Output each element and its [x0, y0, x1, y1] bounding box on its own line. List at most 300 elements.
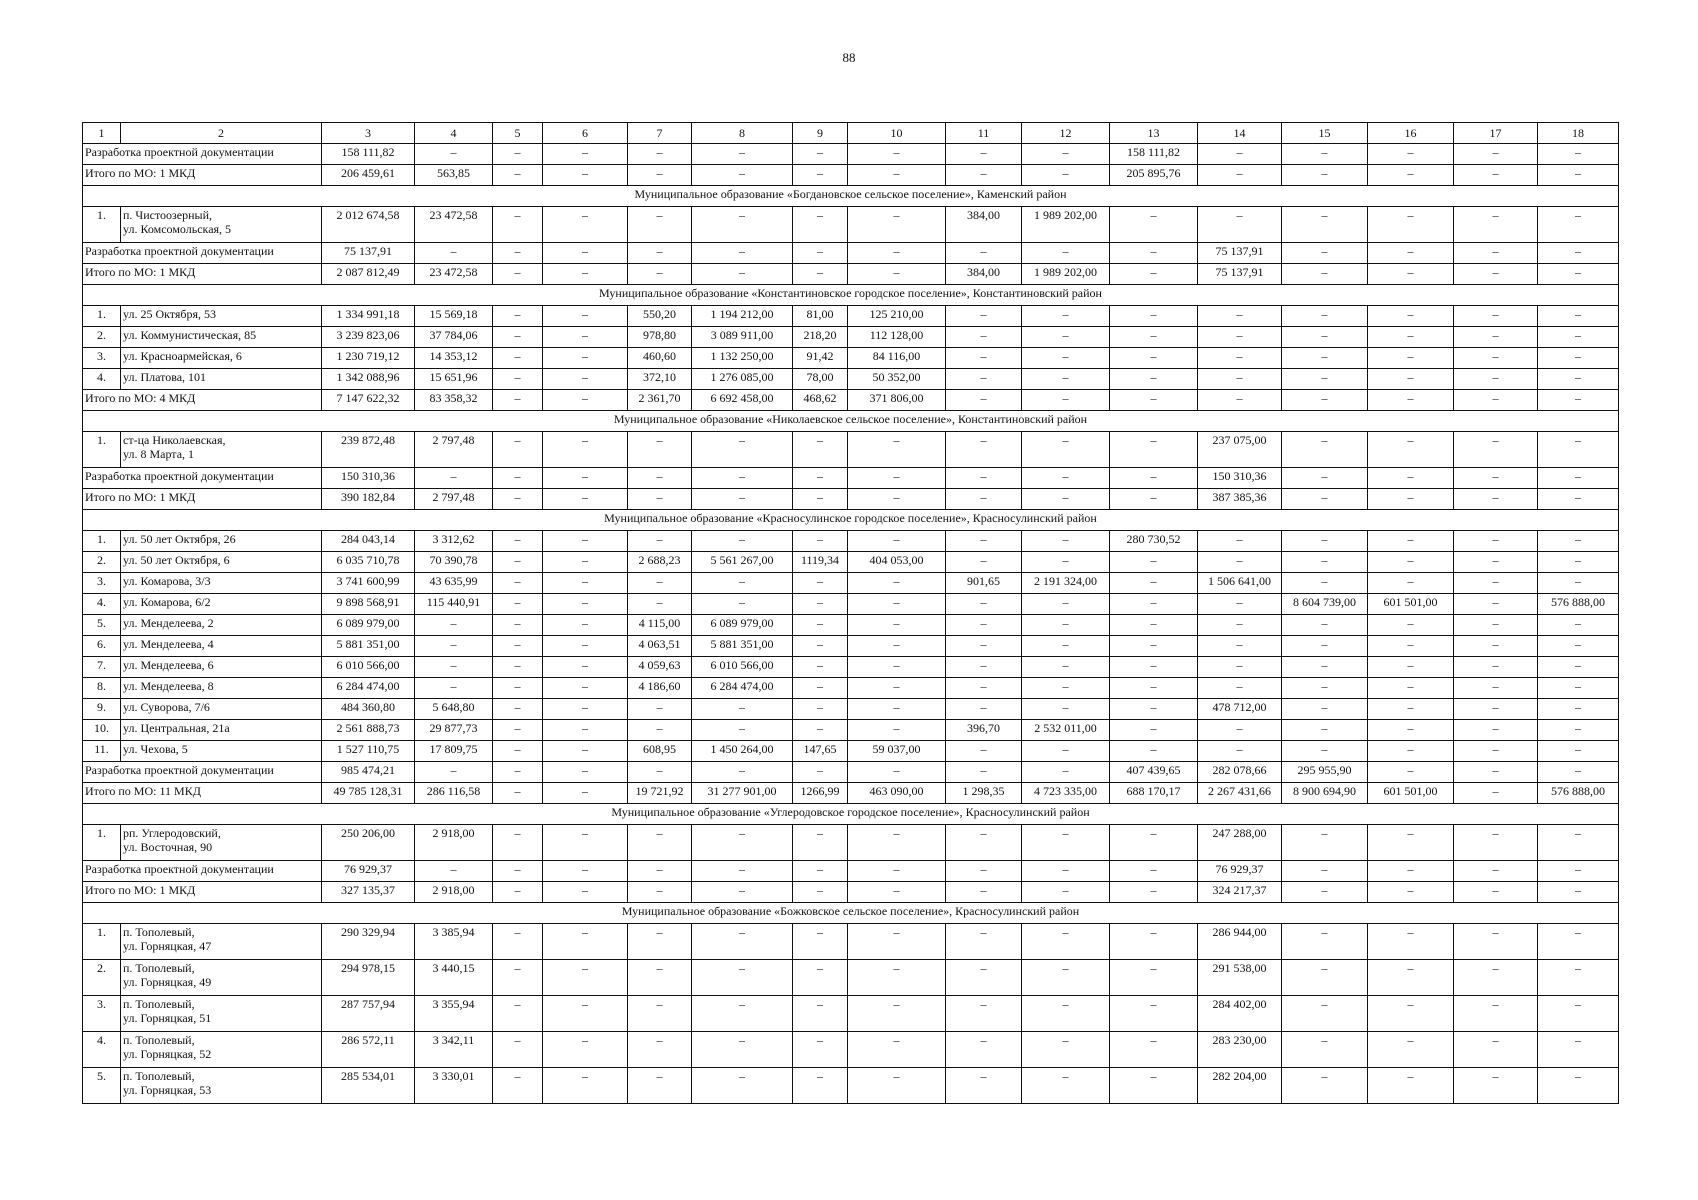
- value-cell: –: [1538, 678, 1619, 699]
- value-cell: –: [415, 762, 493, 783]
- column-header: 4: [415, 123, 493, 144]
- value-cell: –: [1454, 882, 1538, 903]
- value-cell: –: [793, 882, 848, 903]
- value-cell: –: [1368, 720, 1454, 741]
- value-cell: –: [848, 720, 946, 741]
- value-cell: –: [1110, 348, 1198, 369]
- municipality-header-row: [83, 804, 1619, 825]
- value-cell: –: [793, 615, 848, 636]
- table-row: [83, 996, 1619, 1032]
- value-cell: –: [628, 531, 692, 552]
- value-cell: –: [628, 573, 692, 594]
- value-cell: 285 534,01: [322, 1068, 415, 1104]
- value-cell: 286 944,00: [1198, 924, 1282, 960]
- value-cell: –: [793, 531, 848, 552]
- value-cell: 286 116,58: [415, 783, 493, 804]
- value-cell: –: [1368, 468, 1454, 489]
- value-cell: 158 111,82: [322, 144, 415, 165]
- row-number: 7.: [83, 657, 121, 678]
- value-cell: –: [1198, 369, 1282, 390]
- value-cell: –: [543, 678, 628, 699]
- value-cell: –: [1282, 144, 1368, 165]
- value-cell: –: [1368, 327, 1454, 348]
- value-cell: –: [1198, 678, 1282, 699]
- column-header: 2: [121, 123, 322, 144]
- value-cell: –: [543, 369, 628, 390]
- value-cell: –: [1454, 144, 1538, 165]
- table-row: [83, 1068, 1619, 1104]
- value-cell: –: [543, 699, 628, 720]
- table-row: [83, 531, 1619, 552]
- value-cell: –: [628, 165, 692, 186]
- value-cell: –: [1538, 468, 1619, 489]
- value-cell: –: [1110, 699, 1198, 720]
- value-cell: –: [543, 390, 628, 411]
- value-cell: –: [946, 861, 1022, 882]
- value-cell: 3 239 823,06: [322, 327, 415, 348]
- value-cell: –: [1282, 552, 1368, 573]
- value-cell: 2 561 888,73: [322, 720, 415, 741]
- value-cell: –: [1198, 615, 1282, 636]
- column-header: 17: [1454, 123, 1538, 144]
- value-cell: –: [543, 720, 628, 741]
- column-header: 3: [322, 123, 415, 144]
- value-cell: –: [1110, 615, 1198, 636]
- value-cell: 1 342 088,96: [322, 369, 415, 390]
- value-cell: –: [1282, 165, 1368, 186]
- value-cell: –: [848, 615, 946, 636]
- value-cell: 1 506 641,00: [1198, 573, 1282, 594]
- value-cell: 1 989 202,00: [1022, 264, 1110, 285]
- value-cell: –: [1198, 594, 1282, 615]
- value-cell: 1 194 212,00: [692, 306, 793, 327]
- municipality-title: Муниципальное образование «Николаевское сельское поселение», Константиновский район: [83, 411, 1619, 432]
- value-cell: –: [493, 741, 543, 762]
- value-cell: –: [1454, 165, 1538, 186]
- value-cell: –: [1282, 720, 1368, 741]
- value-cell: –: [848, 489, 946, 510]
- address-cell: ул. Комарова, 3/3: [121, 573, 322, 594]
- value-cell: –: [543, 306, 628, 327]
- value-cell: 6 010 566,00: [692, 657, 793, 678]
- value-cell: –: [1454, 348, 1538, 369]
- value-cell: –: [1110, 636, 1198, 657]
- row-label: Разработка проектной документации: [83, 468, 322, 489]
- value-cell: –: [1454, 996, 1538, 1032]
- value-cell: –: [543, 783, 628, 804]
- value-cell: –: [1282, 636, 1368, 657]
- value-cell: –: [1282, 615, 1368, 636]
- row-label: Итого по МО: 1 МКД: [83, 489, 322, 510]
- value-cell: 1 276 085,00: [692, 369, 793, 390]
- summary-row: [83, 489, 1619, 510]
- value-cell: –: [1454, 720, 1538, 741]
- value-cell: –: [793, 1032, 848, 1068]
- value-cell: –: [493, 1068, 543, 1104]
- value-cell: –: [1368, 678, 1454, 699]
- value-cell: –: [793, 960, 848, 996]
- value-cell: –: [1538, 762, 1619, 783]
- value-cell: –: [692, 144, 793, 165]
- value-cell: 3 342,11: [415, 1032, 493, 1068]
- value-cell: 2 918,00: [415, 882, 493, 903]
- table-row: [83, 615, 1619, 636]
- row-label: Разработка проектной документации: [83, 762, 322, 783]
- value-cell: –: [1198, 552, 1282, 573]
- value-cell: –: [1538, 741, 1619, 762]
- value-cell: 43 635,99: [415, 573, 493, 594]
- value-cell: –: [1454, 636, 1538, 657]
- address-cell: п. Тополевый, ул. Горняцкая, 51: [121, 996, 322, 1032]
- value-cell: 6 035 710,78: [322, 552, 415, 573]
- value-cell: –: [692, 960, 793, 996]
- value-cell: –: [946, 741, 1022, 762]
- address-cell: п. Тополевый, ул. Горняцкая, 53: [121, 1068, 322, 1104]
- value-cell: –: [793, 996, 848, 1032]
- value-cell: –: [493, 825, 543, 861]
- value-cell: –: [1454, 594, 1538, 615]
- value-cell: 70 390,78: [415, 552, 493, 573]
- value-cell: –: [1198, 144, 1282, 165]
- value-cell: –: [1110, 369, 1198, 390]
- value-cell: –: [493, 207, 543, 243]
- value-cell: –: [628, 207, 692, 243]
- value-cell: 6 692 458,00: [692, 390, 793, 411]
- value-cell: –: [692, 243, 793, 264]
- value-cell: –: [793, 573, 848, 594]
- value-cell: –: [1454, 369, 1538, 390]
- value-cell: 371 806,00: [848, 390, 946, 411]
- value-cell: 283 230,00: [1198, 1032, 1282, 1068]
- value-cell: –: [1198, 390, 1282, 411]
- value-cell: 3 089 911,00: [692, 327, 793, 348]
- value-cell: –: [628, 699, 692, 720]
- value-cell: –: [692, 720, 793, 741]
- value-cell: –: [1368, 960, 1454, 996]
- value-cell: –: [1022, 327, 1110, 348]
- value-cell: –: [493, 327, 543, 348]
- value-cell: –: [946, 678, 1022, 699]
- value-cell: –: [1110, 207, 1198, 243]
- row-label: Итого по МО: 11 МКД: [83, 783, 322, 804]
- value-cell: –: [692, 468, 793, 489]
- table-row: [83, 306, 1619, 327]
- value-cell: –: [493, 636, 543, 657]
- value-cell: –: [543, 165, 628, 186]
- value-cell: –: [1368, 432, 1454, 468]
- value-cell: 78,00: [793, 369, 848, 390]
- value-cell: –: [1454, 783, 1538, 804]
- value-cell: –: [1368, 573, 1454, 594]
- value-cell: –: [793, 243, 848, 264]
- row-label: Итого по МО: 1 МКД: [83, 165, 322, 186]
- value-cell: –: [1110, 1032, 1198, 1068]
- value-cell: –: [1022, 699, 1110, 720]
- value-cell: –: [415, 657, 493, 678]
- value-cell: –: [793, 432, 848, 468]
- value-cell: –: [1282, 207, 1368, 243]
- table-row: [83, 657, 1619, 678]
- value-cell: –: [493, 264, 543, 285]
- value-cell: 387 385,36: [1198, 489, 1282, 510]
- value-cell: –: [1282, 882, 1368, 903]
- value-cell: 384,00: [946, 207, 1022, 243]
- value-cell: –: [1454, 573, 1538, 594]
- value-cell: –: [628, 144, 692, 165]
- address-cell: п. Тополевый, ул. Горняцкая, 49: [121, 960, 322, 996]
- value-cell: 463 090,00: [848, 783, 946, 804]
- value-cell: –: [1198, 657, 1282, 678]
- table-row: [83, 432, 1619, 468]
- value-cell: –: [1538, 531, 1619, 552]
- value-cell: –: [1282, 699, 1368, 720]
- value-cell: 5 881 351,00: [692, 636, 793, 657]
- value-cell: –: [1538, 432, 1619, 468]
- value-cell: 150 310,36: [322, 468, 415, 489]
- value-cell: –: [1022, 369, 1110, 390]
- summary-row: [83, 243, 1619, 264]
- row-number: 3.: [83, 573, 121, 594]
- value-cell: –: [692, 924, 793, 960]
- value-cell: –: [946, 144, 1022, 165]
- value-cell: –: [1538, 369, 1619, 390]
- value-cell: –: [1282, 657, 1368, 678]
- value-cell: –: [493, 924, 543, 960]
- address-cell: ул. Менделеева, 4: [121, 636, 322, 657]
- value-cell: –: [848, 960, 946, 996]
- value-cell: –: [543, 825, 628, 861]
- value-cell: –: [415, 615, 493, 636]
- value-cell: –: [1454, 489, 1538, 510]
- value-cell: –: [493, 348, 543, 369]
- row-number: 11.: [83, 741, 121, 762]
- value-cell: –: [1022, 306, 1110, 327]
- value-cell: 6 284 474,00: [692, 678, 793, 699]
- value-cell: 4 063,51: [628, 636, 692, 657]
- value-cell: –: [543, 243, 628, 264]
- value-cell: 484 360,80: [322, 699, 415, 720]
- value-cell: –: [1538, 165, 1619, 186]
- value-cell: –: [848, 636, 946, 657]
- value-cell: –: [1368, 306, 1454, 327]
- value-cell: 404 053,00: [848, 552, 946, 573]
- row-number: 8.: [83, 678, 121, 699]
- value-cell: –: [1454, 390, 1538, 411]
- value-cell: –: [415, 144, 493, 165]
- table-row: [83, 207, 1619, 243]
- table-row: [83, 924, 1619, 960]
- value-cell: –: [543, 573, 628, 594]
- value-cell: –: [946, 996, 1022, 1032]
- value-cell: –: [1454, 615, 1538, 636]
- value-cell: 282 078,66: [1198, 762, 1282, 783]
- summary-row: [83, 882, 1619, 903]
- value-cell: –: [946, 327, 1022, 348]
- value-cell: –: [692, 825, 793, 861]
- value-cell: –: [543, 531, 628, 552]
- value-cell: –: [628, 924, 692, 960]
- value-cell: –: [543, 264, 628, 285]
- value-cell: 23 472,58: [415, 264, 493, 285]
- value-cell: 1 527 110,75: [322, 741, 415, 762]
- value-cell: 23 472,58: [415, 207, 493, 243]
- value-cell: –: [1282, 489, 1368, 510]
- row-number: 10.: [83, 720, 121, 741]
- value-cell: –: [1538, 264, 1619, 285]
- value-cell: –: [493, 960, 543, 996]
- value-cell: –: [1454, 699, 1538, 720]
- value-cell: –: [946, 615, 1022, 636]
- value-cell: –: [543, 882, 628, 903]
- value-cell: –: [493, 594, 543, 615]
- value-cell: –: [543, 489, 628, 510]
- value-cell: –: [1198, 348, 1282, 369]
- value-cell: –: [1538, 207, 1619, 243]
- value-cell: 76 929,37: [1198, 861, 1282, 882]
- value-cell: –: [793, 720, 848, 741]
- value-cell: –: [1022, 960, 1110, 996]
- value-cell: –: [1282, 1068, 1368, 1104]
- value-cell: –: [946, 165, 1022, 186]
- value-cell: –: [946, 594, 1022, 615]
- value-cell: –: [1454, 924, 1538, 960]
- value-cell: –: [1282, 741, 1368, 762]
- value-cell: –: [1282, 924, 1368, 960]
- value-cell: 247 288,00: [1198, 825, 1282, 861]
- value-cell: –: [1368, 264, 1454, 285]
- value-cell: –: [1538, 861, 1619, 882]
- value-cell: –: [1368, 207, 1454, 243]
- value-cell: 291 538,00: [1198, 960, 1282, 996]
- value-cell: –: [493, 882, 543, 903]
- value-cell: –: [1368, 243, 1454, 264]
- value-cell: –: [628, 264, 692, 285]
- value-cell: –: [1454, 960, 1538, 996]
- row-label: Итого по МО: 1 МКД: [83, 264, 322, 285]
- municipality-header-row: [83, 411, 1619, 432]
- value-cell: –: [1022, 489, 1110, 510]
- value-cell: –: [493, 615, 543, 636]
- value-cell: 6 089 979,00: [692, 615, 793, 636]
- value-cell: –: [1110, 678, 1198, 699]
- municipality-title: Муниципальное образование «Углеродовское городское поселение», Красносулинский район: [83, 804, 1619, 825]
- value-cell: –: [1022, 468, 1110, 489]
- value-cell: –: [493, 468, 543, 489]
- value-cell: –: [543, 1032, 628, 1068]
- value-cell: 985 474,21: [322, 762, 415, 783]
- value-cell: –: [1110, 594, 1198, 615]
- value-cell: 49 785 128,31: [322, 783, 415, 804]
- register-table: [82, 122, 1619, 1104]
- value-cell: –: [628, 432, 692, 468]
- value-cell: –: [793, 489, 848, 510]
- value-cell: –: [946, 825, 1022, 861]
- value-cell: –: [1110, 861, 1198, 882]
- value-cell: –: [793, 924, 848, 960]
- value-cell: –: [1538, 306, 1619, 327]
- value-cell: –: [1538, 720, 1619, 741]
- value-cell: 75 137,91: [1198, 264, 1282, 285]
- value-cell: 5 648,80: [415, 699, 493, 720]
- table-row: [83, 348, 1619, 369]
- value-cell: –: [793, 657, 848, 678]
- address-cell: ул. 50 лет Октября, 26: [121, 531, 322, 552]
- table-row: [83, 720, 1619, 741]
- value-cell: 91,42: [793, 348, 848, 369]
- value-cell: –: [692, 762, 793, 783]
- value-cell: –: [793, 207, 848, 243]
- value-cell: –: [692, 861, 793, 882]
- value-cell: –: [493, 144, 543, 165]
- value-cell: –: [493, 165, 543, 186]
- value-cell: –: [543, 996, 628, 1032]
- summary-row: [83, 390, 1619, 411]
- value-cell: –: [1110, 924, 1198, 960]
- value-cell: –: [1454, 678, 1538, 699]
- column-header: 8: [692, 123, 793, 144]
- value-cell: –: [493, 1032, 543, 1068]
- value-cell: –: [1022, 924, 1110, 960]
- value-cell: –: [1022, 996, 1110, 1032]
- value-cell: –: [793, 468, 848, 489]
- value-cell: –: [1368, 489, 1454, 510]
- value-cell: –: [493, 369, 543, 390]
- column-header: 15: [1282, 123, 1368, 144]
- page-number: 88: [842, 50, 856, 65]
- value-cell: –: [1368, 741, 1454, 762]
- value-cell: 2 361,70: [628, 390, 692, 411]
- value-cell: –: [1368, 825, 1454, 861]
- value-cell: –: [1282, 264, 1368, 285]
- value-cell: –: [543, 1068, 628, 1104]
- value-cell: 294 978,15: [322, 960, 415, 996]
- value-cell: –: [946, 924, 1022, 960]
- value-cell: 390 182,84: [322, 489, 415, 510]
- address-cell: ул. Менделеева, 6: [121, 657, 322, 678]
- value-cell: 147,65: [793, 741, 848, 762]
- value-cell: 2 797,48: [415, 489, 493, 510]
- value-cell: 29 877,73: [415, 720, 493, 741]
- summary-row: [83, 861, 1619, 882]
- table-row: [83, 699, 1619, 720]
- address-cell: ул. Менделеева, 2: [121, 615, 322, 636]
- value-cell: –: [493, 243, 543, 264]
- value-cell: 1 989 202,00: [1022, 207, 1110, 243]
- column-header: 6: [543, 123, 628, 144]
- value-cell: –: [848, 996, 946, 1032]
- value-cell: –: [946, 369, 1022, 390]
- value-cell: –: [1454, 468, 1538, 489]
- address-cell: ул. 25 Октября, 53: [121, 306, 322, 327]
- value-cell: –: [628, 960, 692, 996]
- row-number: 2.: [83, 960, 121, 996]
- value-cell: –: [1368, 996, 1454, 1032]
- value-cell: 407 439,65: [1110, 762, 1198, 783]
- municipality-header-row: [83, 903, 1619, 924]
- municipality-header-row: [83, 285, 1619, 306]
- value-cell: –: [1022, 165, 1110, 186]
- value-cell: –: [1022, 657, 1110, 678]
- value-cell: –: [1282, 432, 1368, 468]
- value-cell: –: [848, 924, 946, 960]
- value-cell: –: [946, 489, 1022, 510]
- value-cell: –: [543, 762, 628, 783]
- value-cell: –: [1022, 390, 1110, 411]
- value-cell: –: [543, 741, 628, 762]
- value-cell: –: [1198, 531, 1282, 552]
- value-cell: 3 355,94: [415, 996, 493, 1032]
- value-cell: –: [946, 390, 1022, 411]
